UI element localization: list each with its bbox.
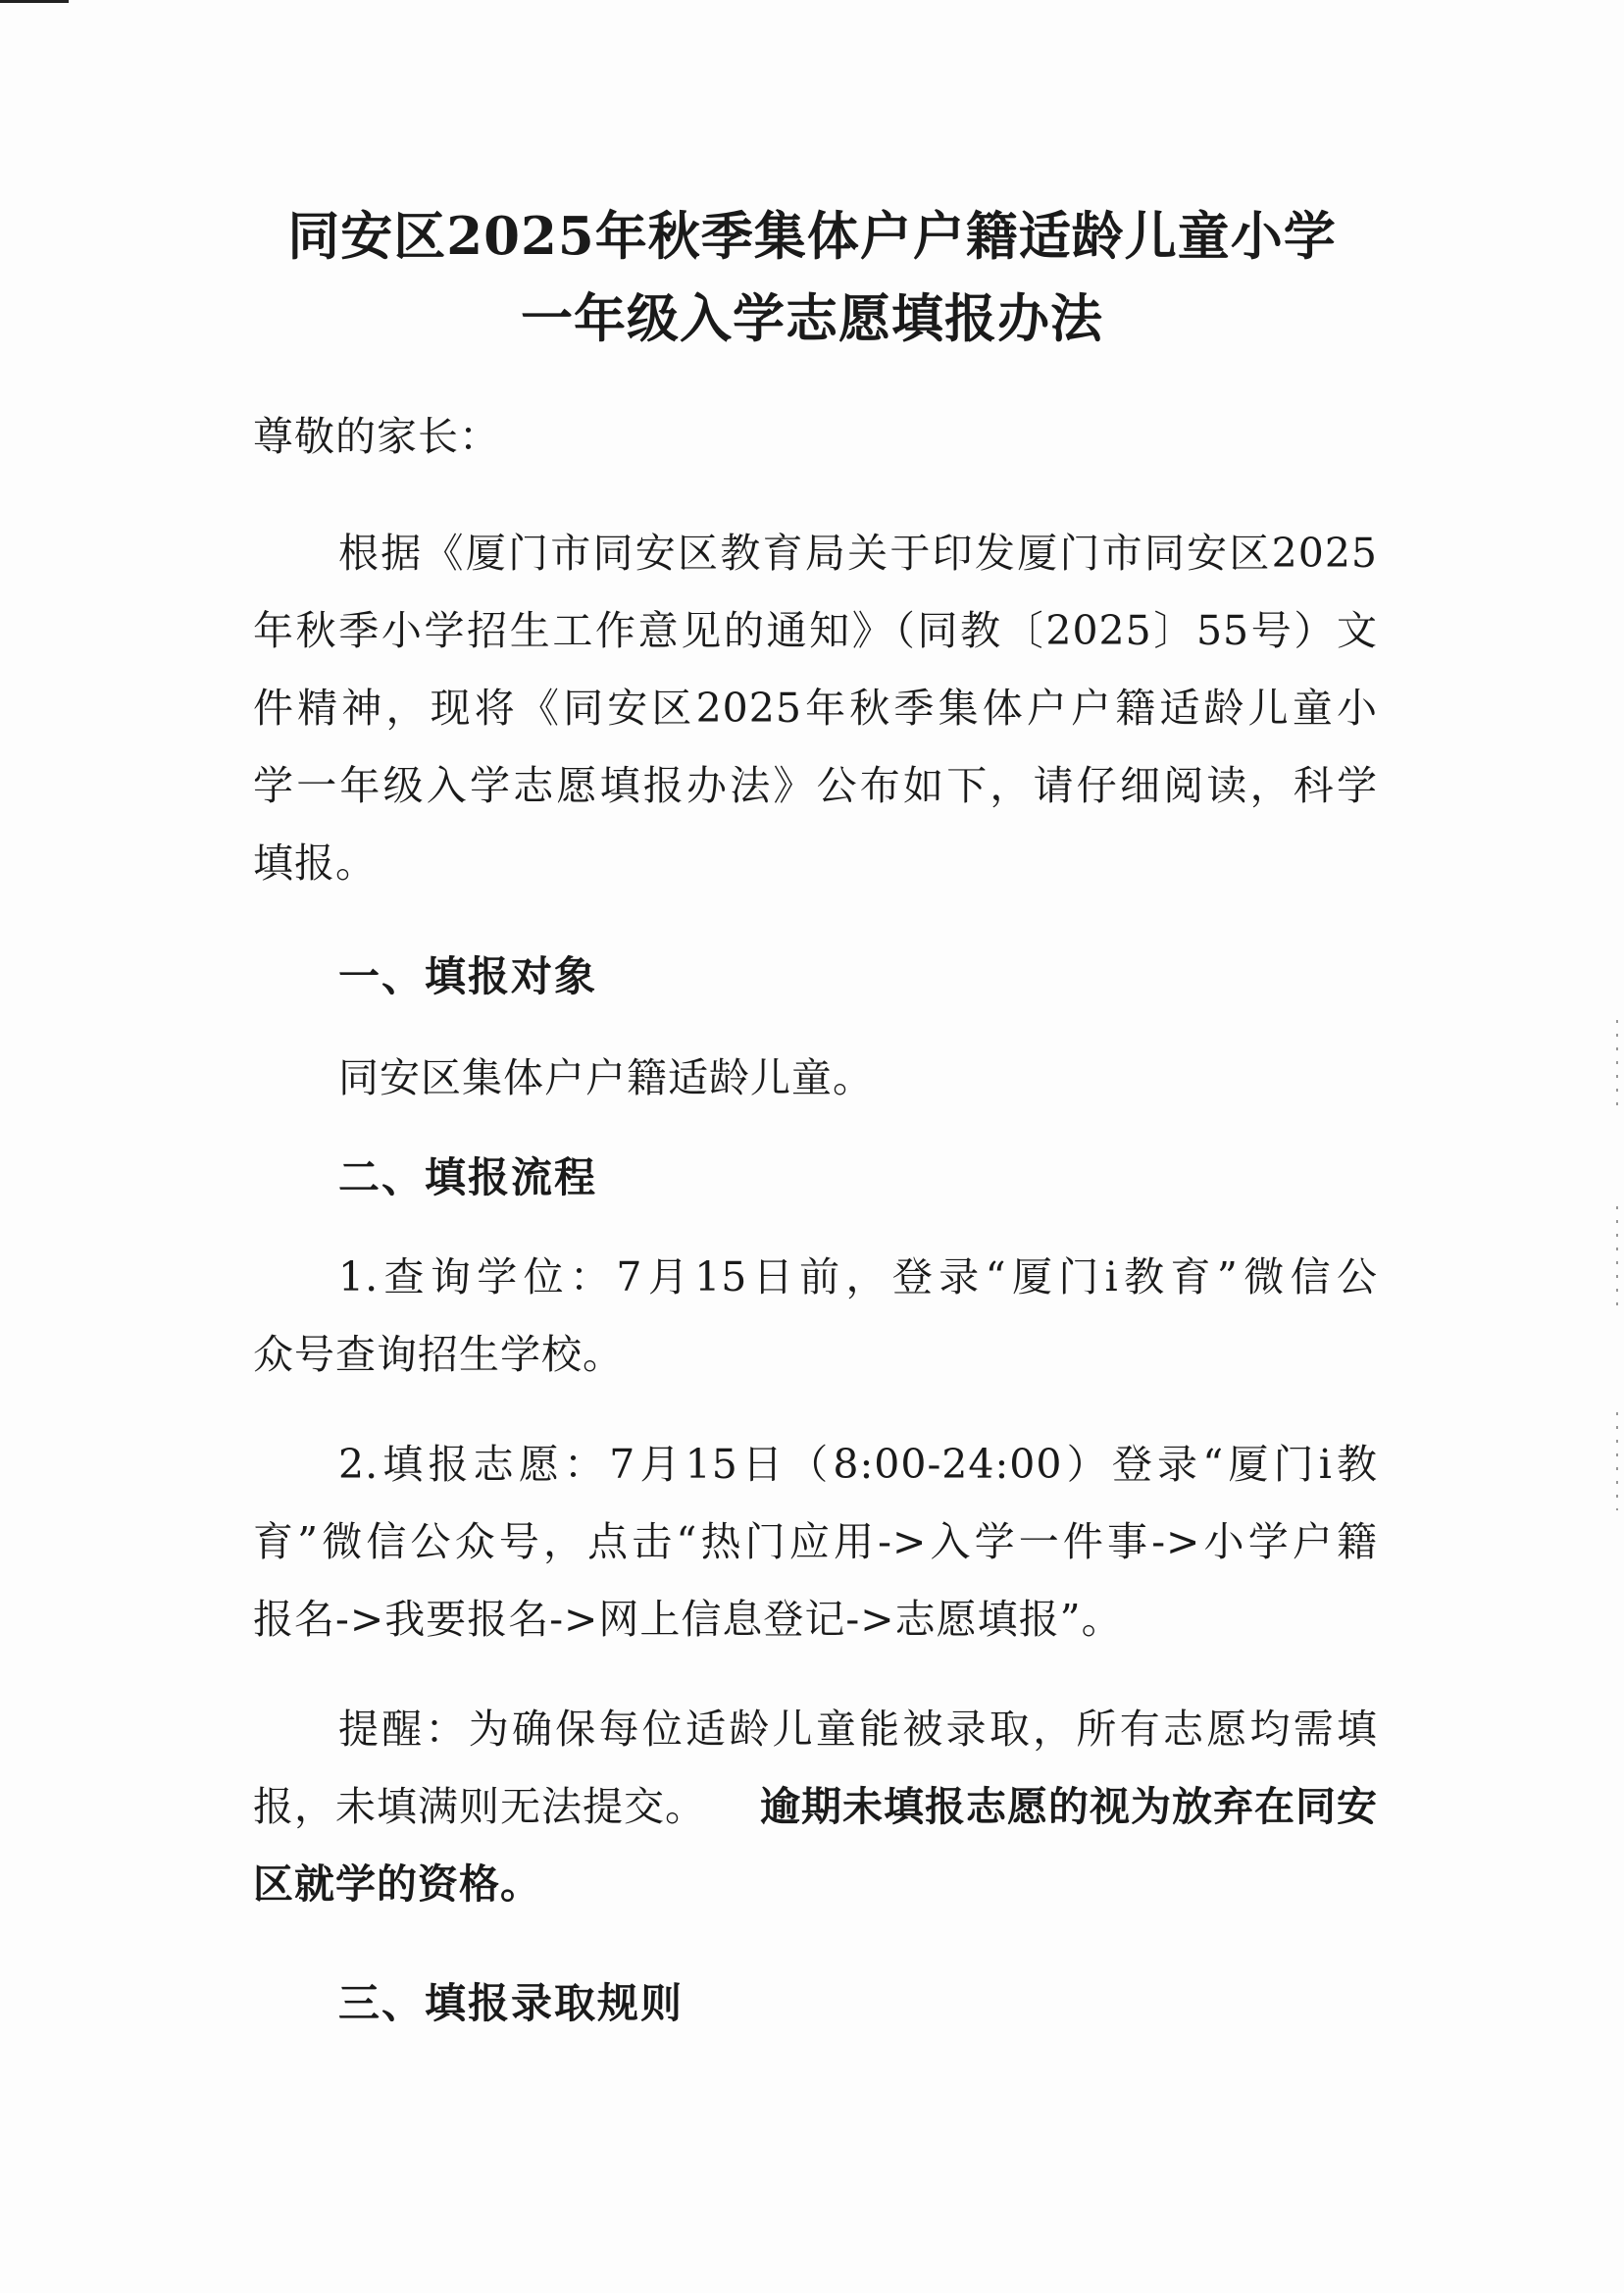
scan-edge-marks-3 — [1616, 1412, 1618, 1510]
step-2-line-1: 2.填报志愿：7月15日（8:00-24:00）登录“厦门i教 — [338, 1441, 1378, 1488]
scan-edge-marks-1 — [1616, 1020, 1618, 1108]
section-1-heading: 一、填报对象 — [338, 952, 598, 1000]
reminder-line-1: 提醒：为确保每位适龄儿童能被录取，所有志愿均需填 — [338, 1706, 1378, 1753]
scan-edge-marks-2 — [1616, 1206, 1618, 1314]
step-2-line-2: 育”微信公众号，点击“热门应用->入学一件事->小学户籍 — [253, 1518, 1378, 1565]
intro-line-3: 件精神，现将《同安区2025年秋季集体户户籍适龄儿童小 — [253, 685, 1378, 732]
reminder-line-2 — [253, 1783, 1378, 1830]
step-1-line-2: 众号查询招生学校。 — [253, 1331, 624, 1378]
salutation: 尊敬的家长： — [253, 413, 500, 460]
intro-line-4: 学一年级入学志愿填报办法》公布如下，请仔细阅读，科学 — [253, 762, 1378, 809]
section-3-heading: 三、填报录取规则 — [338, 1979, 685, 2027]
intro-line-1: 根据《厦门市同安区教育局关于印发厦门市同安区2025 — [338, 530, 1378, 577]
step-1-line-1: 1.查询学位：7月15日前，登录“厦门i教育”微信公 — [338, 1253, 1378, 1300]
reminder-bold-text: 逾期未填报志愿的视为放弃在同安 — [760, 1783, 1378, 1830]
intro-line-2: 年秋季小学招生工作意见的通知》（同教〔2025〕55号）文 — [253, 607, 1378, 654]
scan-corner-mark — [0, 0, 69, 3]
reminder-line-3: 区就学的资格。 — [253, 1860, 541, 1908]
step-2-line-3: 报名->我要报名->网上信息登记->志愿填报”。 — [253, 1596, 1123, 1643]
section-1-text: 同安区集体户户籍适龄儿童。 — [338, 1054, 874, 1101]
document-title-line-1: 同安区2025年秋季集体户户籍适龄儿童小学 — [287, 206, 1337, 267]
intro-line-5: 填报。 — [253, 840, 377, 887]
section-2-heading: 二、填报流程 — [338, 1153, 598, 1201]
document-title-line-2: 一年级入学志愿填报办法 — [521, 288, 1103, 349]
reminder-normal-text: 报，未填满则无法提交。 — [253, 1783, 706, 1830]
